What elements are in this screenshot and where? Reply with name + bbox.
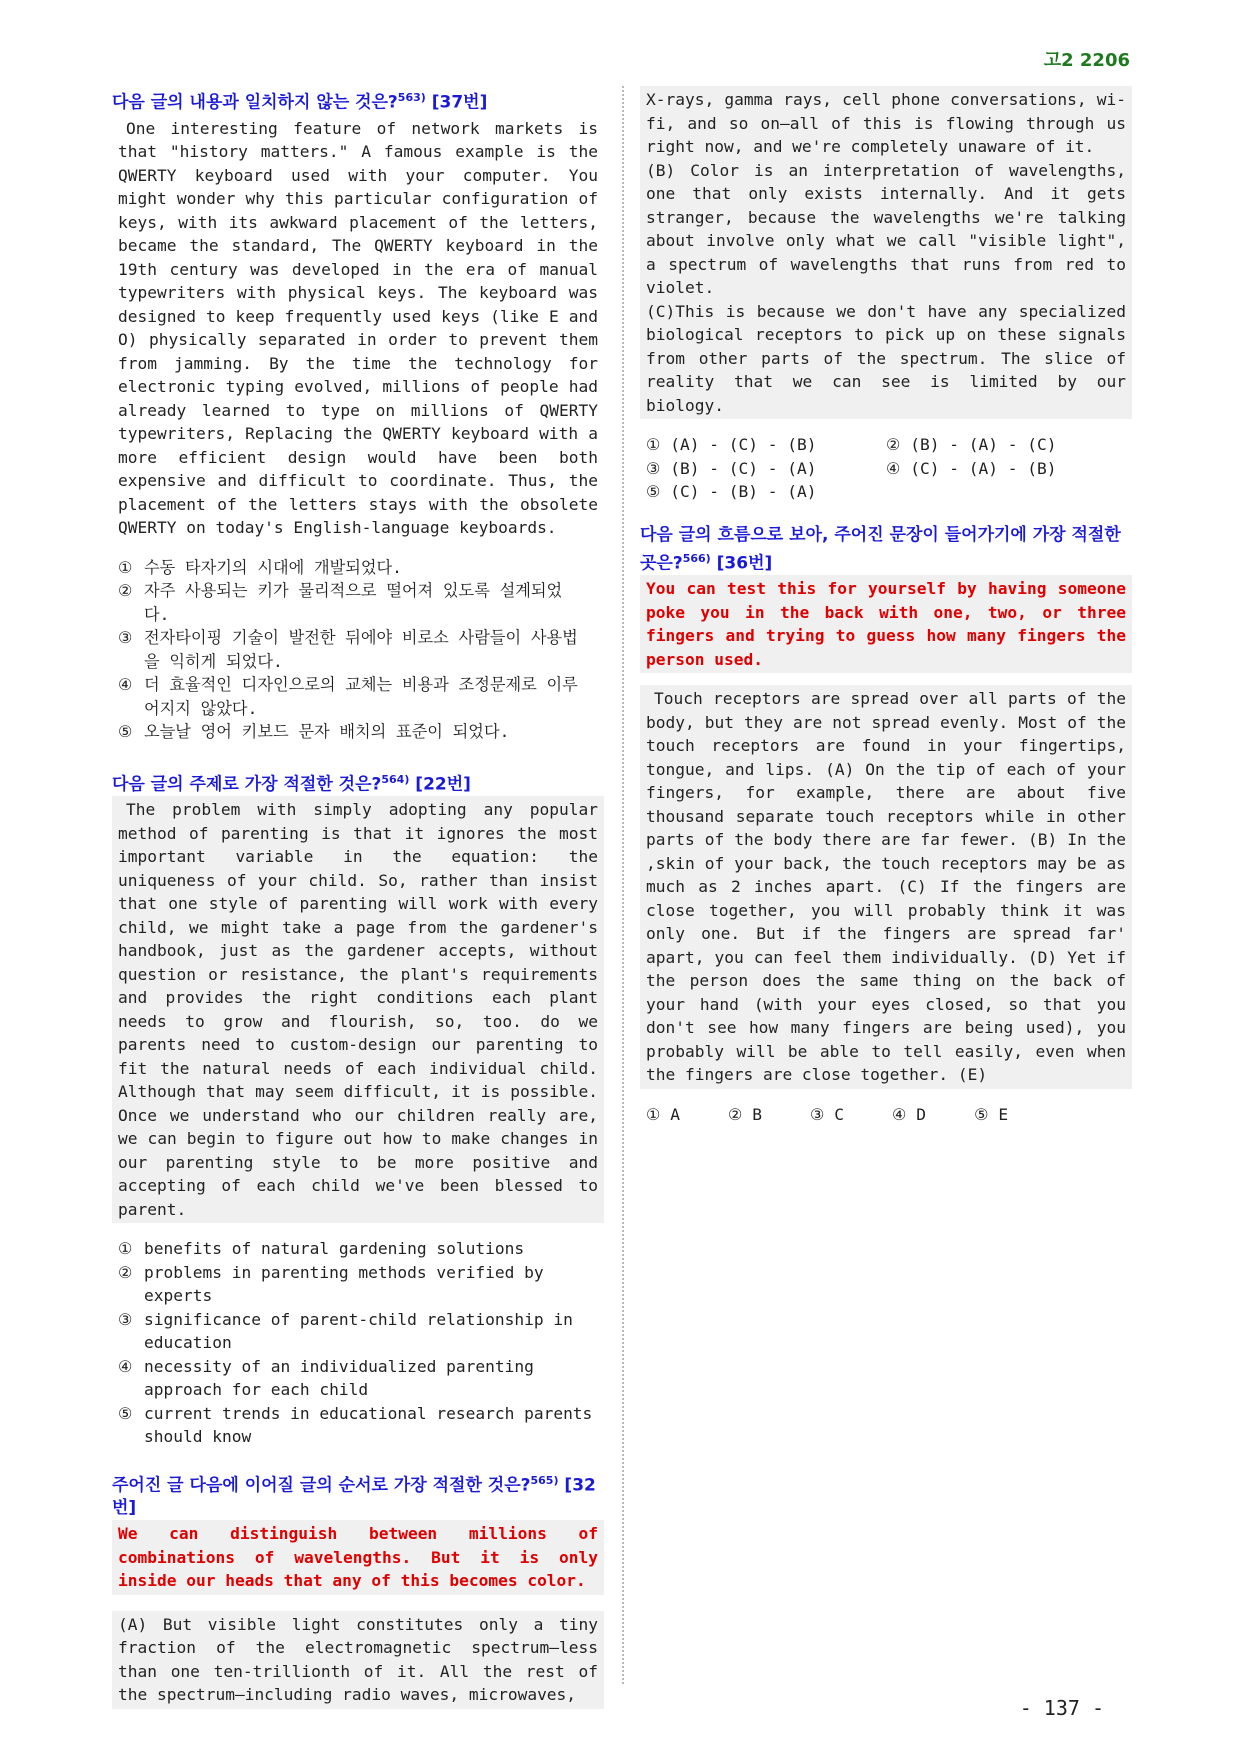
option[interactable]: ④ necessity of an individualized parenting approach for each child: [118, 1356, 534, 1400]
question-564-title: 다음 글의 주제로 가장 적절한 것은?$^{564)}$ [22번]: [112, 772, 471, 795]
question-565-passage-c: (C)This is because we don't have any specialized biological receptors to pick up on these signals from other parts of the spectrum. The slice of reality that we can see is limited by our biology.: [646, 301, 1126, 415]
option[interactable]: ③ (B) - (C) - (A): [646, 458, 817, 478]
question-566-options: [640, 1101, 1132, 1129]
option[interactable]: ⑤ E: [974, 1104, 1009, 1124]
question-565-options: [640, 431, 1132, 506]
option[interactable]: ③ significance of parent-child relationship in education: [118, 1309, 573, 1353]
right-column: [640, 86, 1132, 1128]
option[interactable]: ③ C: [810, 1104, 845, 1124]
option[interactable]: ② (B) - (A) - (C): [886, 435, 1057, 454]
question-563-passage: One interesting feature of network markets is that "history matters." A famous example is the QWERTY keyboard used with your computer. You might wonder why this particular configuration of keys, with its awkward placement of the letters, became the standard, The QWERTY keyboard in the 19th century was developed in the era of manual typewriters with physical keys. The keyboard was designed to keep frequently used keys (like E and O) physically separated in order to prevent them from jamming. By the time the technology for electronic typing evolved, millions of people had already learned to type on millions of QWERTY typewriters, Replacing the QWERTY keyboard with a more efficient design would have been both expensive and difficult to coordinate. Thus, the placement of the letters stays with the obsolete QWERTY on today's English-language keyboards.: [118, 118, 598, 538]
question-563-title: 다음 글의 내용과 일치하지 않는 것은?$^{563)}$ [37번]: [112, 91, 488, 113]
left-column: [112, 86, 604, 1709]
option[interactable]: ⑤ (C) - (B) - (A): [646, 482, 817, 501]
option[interactable]: ② problems in parenting methods verified by experts: [118, 1262, 544, 1306]
option[interactable]: ⑤ current trends in educational research parents should know: [118, 1403, 593, 1447]
option[interactable]: ① benefits of natural gardening solutions: [118, 1239, 525, 1259]
exam-code: 고2 2206: [1043, 50, 1130, 71]
option[interactable]: ③ 전자타이핑 기술이 발전한 뒤에야 비로소 사람들이 사용법을 익히게 되었다.: [118, 628, 578, 671]
option[interactable]: ④ 더 효율적인 디자인으로의 교체는 비용과 조정문제로 이루어지지 않았다.: [118, 675, 578, 718]
option[interactable]: ② 자주 사용되는 키가 물리적으로 떨어져 있도록 설계되었다.: [118, 581, 563, 624]
column-divider: [622, 86, 624, 1684]
question-565-passage-a-cont: X-rays, gamma rays, cell phone conversations, wi-fi, and so on—all of this is flowing through us right now, and we're completely unaware of it.: [646, 90, 1126, 156]
question-566-passage: Touch receptors are spread over all parts of the body, but they are not spread evenly. Most of the touch receptors are found in your fingertips, tongue, and lips. (A) On the tip of each of your fingers, for example, there are about five thousand separate touch receptors while in other parts of the body there are far fewer. (B) In the ,skin of your back, the touch receptors may be as much as 2 inches apart. (C) If the fingers are close together, you will probably think it was only one. But if the fingers are spread far' apart, you can feel them individually. (D) Yet if the person does the same thing on the back of your hand (with your eyes closed, so that you don't see how many fingers are being used), you probably will be able to tell easily, even when the fingers are close together. (E): [640, 685, 1132, 1089]
question-565-passage-b: (B) Color is an interpretation of wavelengths, one that only exists internally. And it gets stranger, because the wavelengths we're talking about involve only what we call "visible light", a spectrum of wavelengths that runs from red to violet.: [646, 160, 1126, 297]
question-563-options: [112, 554, 604, 746]
question-565-title: 주어진 글 다음에 이어질 글의 순서로 가장 적절한 것은?$^{565)}$ [32번]: [112, 1473, 596, 1519]
question-565-passages: [640, 86, 1132, 419]
option[interactable]: ④ D: [892, 1104, 927, 1124]
option[interactable]: ① A: [646, 1104, 681, 1124]
question-565-passage-a: (A) But visible light constitutes only a tiny fraction of the electromagnetic spectrum—less than one ten-trillionth of it. All the rest of the spectrum—including radio waves, microwaves,: [112, 1611, 604, 1709]
option[interactable]: ① (A) - (C) - (B): [646, 435, 817, 454]
question-564-passage: The problem with simply adopting any popular method of parenting is that it ignores the most important variable in the equation: the uniqueness of your child. So, rather than insist that one style of parenting will work with every child, we might take a page from the gardener's handbook, just as the gardener accepts, without question or resistance, the plant's requirements and provides the right conditions each plant needs to grow and flourish, so, too. do we parents need to custom-design our parenting to fit the natural needs of each individual child. Although that may seem difficult, it is possible. Once we understand who our children really are, we can begin to figure out how to make changes in our parenting style to be more positive and accepting of each child we've been blessed to parent.: [112, 796, 604, 1223]
question-566-given-text: You can test this for yourself by having someone poke you in the back with one, two, or three fingers and trying to guess how many fingers the person used.: [640, 575, 1132, 673]
question-565-given-text: We can distinguish between millions of combinations of wavelengths. But it is only inside our heads that any of this becomes color.: [112, 1520, 604, 1595]
question-566-title: 다음 글의 흐름으로 보아, 주어진 문장이 들어가기에 가장 적절한 곳은?$^{566)}$ [36번]: [640, 524, 1121, 574]
option[interactable]: ⑤ 오늘날 영어 키보드 문자 배치의 표준이 되었다.: [118, 722, 510, 742]
page-number: - 137 -: [1019, 1696, 1104, 1720]
option[interactable]: ① 수동 타자기의 시대에 개발되었다.: [118, 557, 402, 577]
option[interactable]: ④ (C) - (A) - (B): [886, 458, 1057, 478]
question-564-options: [112, 1235, 604, 1451]
option[interactable]: ② B: [728, 1104, 763, 1124]
